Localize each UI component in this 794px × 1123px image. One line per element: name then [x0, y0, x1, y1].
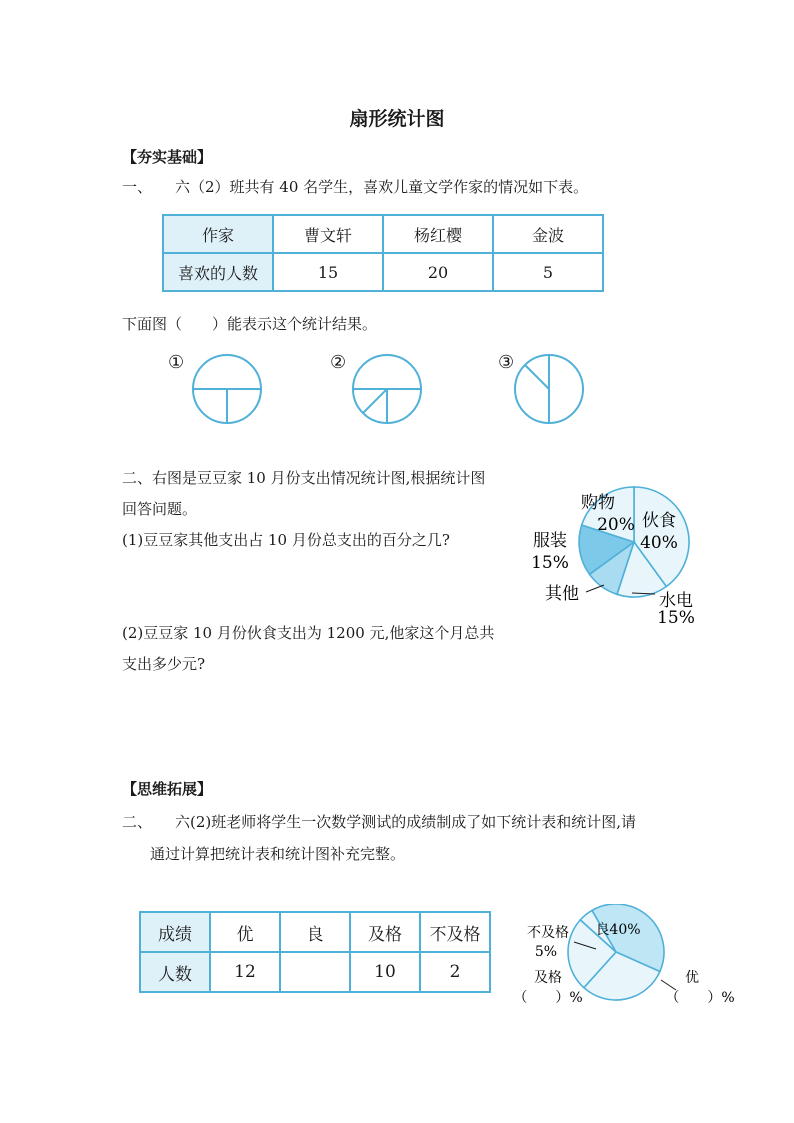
q2-sub2-line1: (2)豆豆家 10 月份伙食支出为 1200 元,他家这个月总共: [122, 624, 495, 642]
q3-line2: 通过计算把统计表和统计图补充完整。: [150, 845, 406, 863]
q2-line2: 回答问题。: [122, 500, 198, 518]
table-cell: 20: [383, 253, 493, 291]
q3-line1: 六(2)班老师将学生一次数学测试的成绩制成了如下统计表和统计图,请: [175, 813, 637, 831]
table-header-cell: 成绩: [140, 912, 210, 952]
option-label-1: ①: [168, 352, 185, 373]
pie-label-food: 伙食: [642, 511, 676, 531]
pie-label-fail-pct: 5%: [534, 944, 558, 960]
pie-label-good: 良40%: [595, 922, 641, 938]
option-circle-1: [190, 352, 264, 426]
q1-number: 一、: [122, 178, 153, 196]
table-row-label: 喜欢的人数: [163, 253, 273, 291]
pie-label-pass: 及格: [534, 970, 562, 986]
q2-line1: 二、右图是豆豆家 10 月份支出情况统计图,根据统计图: [122, 469, 486, 487]
pie-label-utilities: 水电: [659, 591, 693, 611]
table-header-cell: 不及格: [420, 912, 490, 952]
table-row: [140, 952, 490, 992]
pie-label-pass-blank: （ ）%: [513, 990, 583, 1006]
table-cell: 5: [493, 253, 603, 291]
pie-label-excellent-blank: （ ）%: [665, 990, 735, 1006]
table-header-cell: 优: [210, 912, 280, 952]
section-heading-extension: 【思维拓展】: [122, 780, 213, 798]
pie-label-clothing-pct: 15%: [531, 553, 569, 573]
label-leader-line: [586, 585, 604, 592]
expense-pie-chart: [522, 476, 712, 630]
table-cell: 15: [273, 253, 383, 291]
table-cell-blank: [280, 952, 350, 992]
table-header-cell: 及格: [350, 912, 420, 952]
pie-label-other: 其他: [545, 584, 579, 604]
score-table: [139, 911, 491, 993]
table-header-cell: 作家: [163, 215, 273, 253]
q2-sub2-line2: 支出多少元?: [122, 655, 206, 673]
pie-label-shopping: 购物: [581, 493, 615, 513]
q3-number: 二、: [122, 813, 153, 831]
table-row: [163, 215, 603, 253]
pie-label-excellent: 优: [685, 970, 699, 986]
q1-question: 下面图（ ）能表示这个统计结果。: [122, 315, 378, 333]
table-row-label: 人数: [140, 952, 210, 992]
pie-label-food-pct: 40%: [640, 533, 678, 553]
q1-text: 六（2）班共有 40 名学生，喜欢儿童文学作家的情况如下表。: [175, 178, 589, 196]
table-cell: 10: [350, 952, 420, 992]
label-leader-line: [661, 980, 676, 990]
pie-label-utilities-pct: 15%: [657, 608, 695, 628]
table-cell: 12: [210, 952, 280, 992]
score-pie-chart: [510, 904, 750, 1008]
table-cell: 2: [420, 952, 490, 992]
table-header-cell: 良: [280, 912, 350, 952]
section-heading-basics: 【夯实基础】: [122, 148, 213, 166]
author-table: [162, 214, 604, 292]
pie-label-fail: 不及格: [527, 925, 569, 941]
pie-label-shopping-pct: 20%: [597, 515, 635, 535]
q2-sub1: (1)豆豆家其他支出占 10 月份总支出的百分之几?: [122, 531, 450, 549]
table-row: [140, 912, 490, 952]
table-header-cell: 曹文轩: [273, 215, 383, 253]
option-circle-3: [512, 352, 586, 426]
table-header-cell: 杨红樱: [383, 215, 493, 253]
page-title: 扇形统计图: [349, 108, 445, 130]
option-label-3: ③: [498, 352, 515, 373]
option-label-2: ②: [330, 352, 347, 373]
pie-label-clothing: 服装: [533, 531, 567, 551]
table-header-cell: 金波: [493, 215, 603, 253]
table-row: [163, 253, 603, 291]
option-circle-2: [350, 352, 424, 426]
